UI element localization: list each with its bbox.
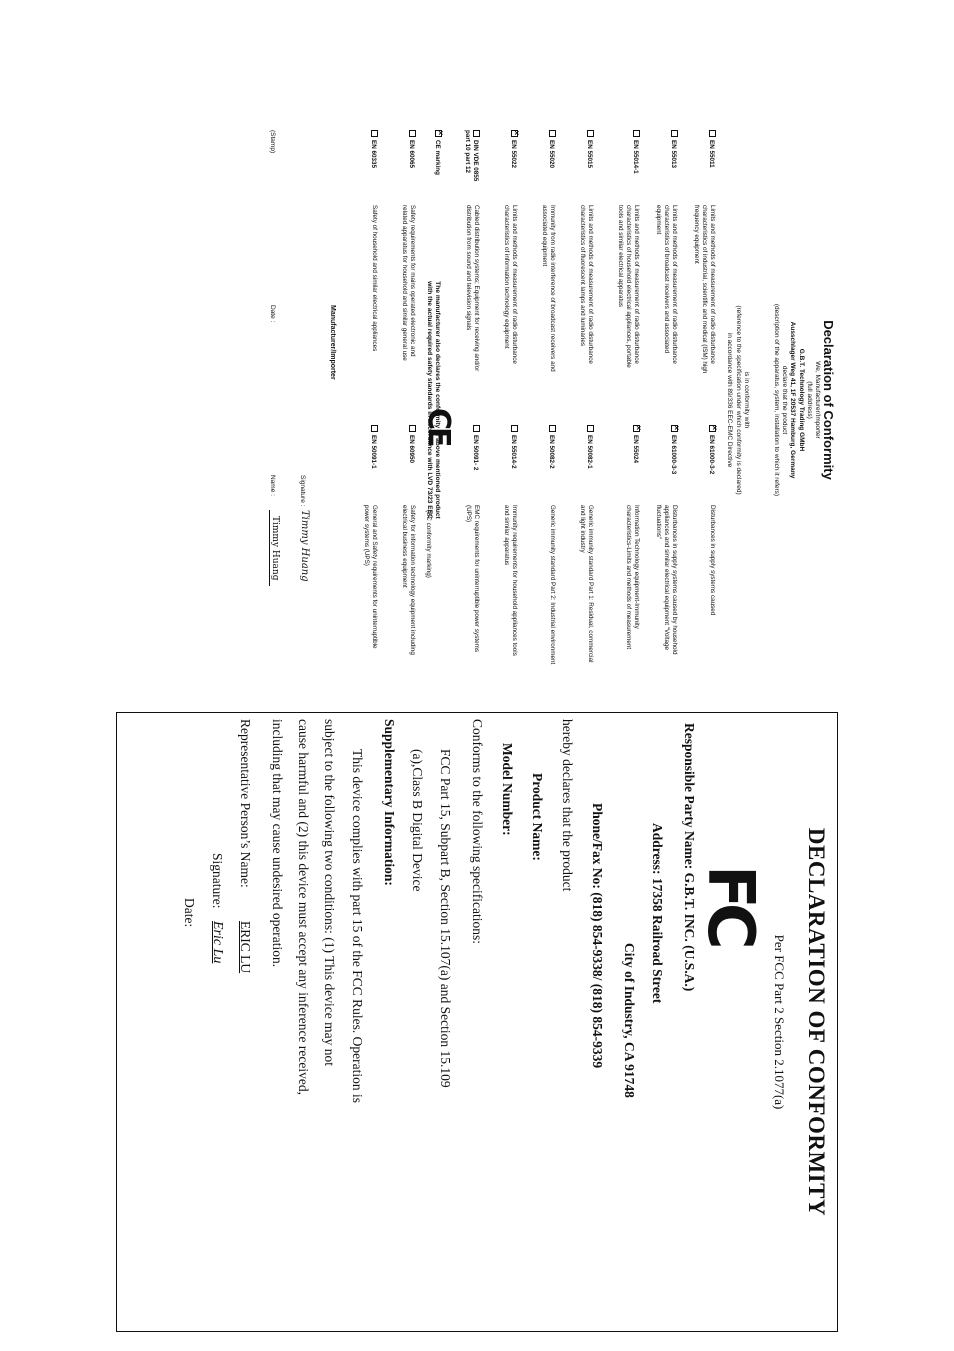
eu-code: EN 60950 — [408, 435, 415, 464]
eu-lvd-statement — [421, 130, 456, 670]
checkbox-icon — [549, 425, 556, 432]
eu-desc: Limits and methods of measurement of radio disturbance characteristics of household electrical appliances, portable tools and similar electrical apparatus — [617, 205, 640, 368]
checkbox-icon — [473, 425, 480, 432]
eu-row — [480, 130, 518, 670]
checkbox-icon — [633, 130, 640, 137]
eu-header — [725, 130, 836, 670]
eu-row — [442, 130, 480, 670]
checkbox-icon — [473, 130, 480, 137]
eu-row — [556, 130, 594, 670]
lvd-line: with the actual required safety standards in accordance with LVD 73/23 EEC — [426, 281, 433, 519]
fcc-party: Responsible Party Name: G.B.T. INC. (U.S.A.) — [682, 723, 697, 992]
fcc-hereby: hereby declares that the product — [560, 719, 575, 892]
eu-company: G.B.T. Technology Trading GMbH — [797, 348, 805, 452]
eu-address-note: (full address) — [805, 381, 813, 419]
ce-note: (EC conformity marking) — [425, 510, 432, 578]
eu-description-note: (description of the apparatus, system, installation to which it refers) — [772, 303, 780, 497]
eu-code: EN 50082-1 — [586, 435, 593, 469]
checkbox-icon — [671, 130, 678, 137]
checkbox-icon — [511, 425, 518, 432]
eu-we: We, Manufacturer/Importer — [814, 361, 821, 439]
eu-manufacturer-label: Manufacturer/Importer — [329, 305, 336, 380]
eu-code: EN 55015 — [586, 140, 593, 169]
fcc-signature-label: Signature: — [210, 853, 225, 909]
eu-row — [340, 130, 378, 670]
eu-ce-marking: CE marking — [434, 140, 441, 175]
eu-desc: Cabled distribution systems; Equipment for receiving and/or distribution from sound and television signals — [465, 205, 480, 372]
name-value: Timmy Huang — [269, 510, 280, 586]
signature-label: Signature : — [299, 475, 306, 507]
signature: Timmy Huang — [299, 510, 310, 582]
checkbox-checked-icon — [709, 425, 716, 432]
fcc-model-number: Model Number: — [500, 743, 515, 836]
eu-row — [594, 130, 640, 670]
eu-desc: Generic immunity standard Part 1: Residual, commercial and light industry — [579, 505, 594, 663]
checkbox-icon — [587, 425, 594, 432]
fcc-declaration — [116, 712, 838, 1332]
eu-code: EN 55022 — [510, 140, 517, 169]
eu-conformity: is in conformity with — [742, 371, 750, 429]
fcc-info: subject to the following two conditions: (1) This device may not — [322, 719, 337, 1066]
eu-address: Ausschlager Weg 41, 1F 20537 Hamburg, Germany — [789, 321, 797, 479]
eu-code: DIN VDE 0855 part 10 part 12 — [464, 130, 479, 182]
eu-code: EN 61000-3-2 — [708, 435, 715, 475]
fcc-title: DECLARATION OF CONFORMITY — [804, 827, 829, 1217]
eu-desc: Safety of household and similar electrical appliances — [371, 205, 378, 352]
checkbox-checked-icon — [671, 425, 678, 432]
fcc-conforms: Conforms to the following specifications: — [470, 719, 485, 944]
eu-code: EN 55013 — [670, 140, 677, 169]
eu-code: EN 55024 — [632, 435, 639, 464]
eu-desc: General and Safety requirements for uninterruptible power systems (UPS) — [363, 505, 378, 649]
eu-code: EN 61000-3-3 — [670, 435, 677, 475]
fcc-date-label: Date: — [182, 898, 197, 928]
fcc-signature: Eric Lu — [210, 921, 225, 964]
checkbox-icon — [409, 130, 416, 137]
checkbox-icon — [409, 425, 416, 432]
eu-title: Declaration of Conformity — [821, 320, 836, 480]
eu-code: EN 60335 — [370, 140, 377, 169]
fcc-subtitle: Per FCC Part 2 Section 2.1077(a) — [772, 934, 787, 1110]
eu-code: EN 50082-2 — [548, 435, 555, 469]
eu-row — [678, 130, 716, 670]
eu-declaration — [116, 130, 836, 670]
eu-code: EN 60065 — [408, 140, 415, 169]
eu-desc: Limits and methods of measurement of radio disturbance characteristics of fluorescent lamps and luminaries — [579, 205, 594, 364]
eu-desc: Information Technology equipment-Immunity characteristics-Limits and methods of measurement — [625, 505, 640, 650]
eu-desc: EMC requirements for uninterruptible power systems (UPS) — [465, 505, 480, 652]
checkbox-icon — [371, 130, 378, 137]
eu-code: EN 50091- 2 — [472, 435, 479, 471]
ce-logo: CE — [421, 408, 456, 445]
eu-row — [378, 130, 416, 670]
checkbox-checked-icon — [633, 425, 640, 432]
eu-code: EN 50091-1 — [370, 435, 377, 469]
checkbox-icon — [587, 130, 594, 137]
eu-safety-grid — [340, 130, 416, 670]
eu-code: EN 55014-2 — [510, 435, 517, 469]
date-label: Date : — [269, 305, 276, 323]
name-label: Name : — [269, 475, 276, 496]
eu-directive: in accordance with 89/336 EEC-EMC Directive — [726, 332, 734, 468]
fcc-rep-name: ERIC LU — [238, 921, 253, 974]
fcc-info: This device complies with part 15 of the FCC Rules. Operation is — [350, 749, 365, 1103]
eu-desc: Immunity requirements for household appliances tools and similar apparatus — [503, 505, 518, 656]
fcc-info: cause harmful and (2) this device must accept any inference received, — [296, 719, 311, 1095]
fcc-info: including that may cause undesired operation. — [270, 719, 285, 968]
eu-desc: Disturbances in supply systems caused by household appliances and similar electrical equipment "Voltage fluctuations" — [655, 505, 678, 655]
checkbox-icon — [549, 130, 556, 137]
eu-reference-note: (reference to the specification under which conformity is declared) — [734, 305, 742, 495]
fcc-logo: FC — [693, 865, 767, 944]
eu-code: EN 55011 — [708, 140, 715, 168]
checkbox-icon — [709, 130, 716, 137]
lvd-line: The manufacturer also declares the conformity of above mentioned product — [434, 281, 441, 519]
eu-desc: Disturbances in supply systems caused — [709, 505, 716, 616]
eu-desc: Safety for information technology equipment including electrical business equipment — [401, 505, 416, 655]
fcc-phone: Phone/Fax No: (818) 854-9338/ (818) 854-9339 — [590, 803, 605, 1069]
eu-desc: Safety requirements for mains operated electronic and related apparatus for household and similar general use — [401, 205, 416, 361]
fcc-product-name: Product Name: — [530, 773, 545, 861]
eu-desc: Immunity from radio interference of broadcast receivers and associated equipment — [541, 205, 556, 372]
eu-code: EN 55020 — [548, 140, 555, 169]
eu-row — [640, 130, 678, 670]
fcc-spec: FCC Part 15, Subpart B, Section 15.107(a) and Section 15.109 — [438, 749, 453, 1088]
eu-code: EN 55014-1 — [632, 140, 639, 174]
fcc-supplementary: Supplementary Information: — [382, 719, 397, 886]
eu-row — [518, 130, 556, 670]
fcc-spec: (a),Class B Digital Device — [410, 749, 425, 892]
stamp-label: (Stamp) — [269, 130, 276, 154]
eu-desc: Generic immunity standard Part 2: Industrial environment — [549, 505, 556, 665]
fcc-address: Address: 17358 Railroad Street — [650, 823, 665, 1004]
eu-desc: Limits and methods of measurement of radio disturbance characteristics of information technology equipment — [503, 205, 518, 364]
fcc-city: City of Industry, CA 91748 — [622, 943, 637, 1098]
fcc-rep-label: Representative Person’s Name: — [238, 719, 253, 888]
eu-declare: declare that the product — [781, 365, 789, 435]
eu-desc: Limits and methods of measurement of radio disturbance characteristics of industrial, scientific and medical (ISM) high frequency equipment — [693, 205, 716, 374]
checkbox-icon — [371, 425, 378, 432]
eu-desc: Limits and methods of measurement of radio disturbance characteristics of broadcast receivers and associated equipment — [655, 205, 678, 364]
checkbox-checked-icon — [511, 130, 518, 137]
